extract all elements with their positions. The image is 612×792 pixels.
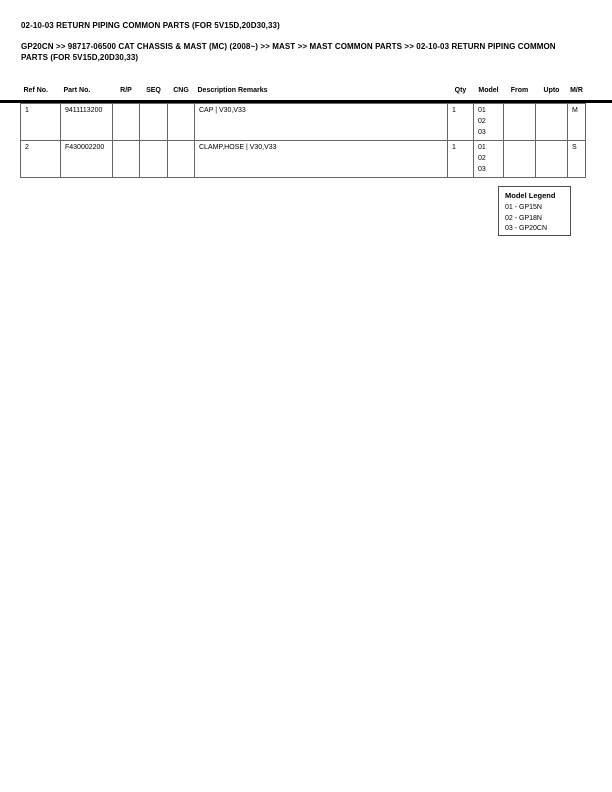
seq-cell bbox=[140, 104, 168, 141]
column-header-mr: M/R bbox=[570, 87, 583, 94]
cng-cell bbox=[168, 104, 195, 141]
cng-cell bbox=[168, 141, 195, 178]
model-code: 01 bbox=[478, 107, 486, 114]
column-header-ref-no: Ref No. bbox=[23, 87, 48, 94]
qty-cell: 1 bbox=[448, 104, 474, 141]
qty-cell: 1 bbox=[448, 141, 474, 178]
description-cell: CAP | V30,V33 bbox=[195, 104, 448, 141]
model-code: 03 bbox=[478, 129, 486, 136]
model-legend-entry: 02 - GP18N bbox=[505, 214, 542, 222]
table-row bbox=[21, 104, 586, 141]
column-header-rp: R/P bbox=[120, 87, 132, 94]
column-header-description-remarks: Description Remarks bbox=[197, 87, 268, 94]
part-no-cell: F430002200 bbox=[61, 141, 113, 178]
model-cell bbox=[474, 141, 504, 178]
rp-cell bbox=[113, 104, 140, 141]
mr-cell: M bbox=[568, 104, 586, 141]
column-header-part-no: Part No. bbox=[63, 87, 91, 94]
rp-cell bbox=[113, 141, 140, 178]
from-cell bbox=[504, 104, 536, 141]
from-cell bbox=[504, 141, 536, 178]
seq-cell bbox=[140, 141, 168, 178]
model-code: 02 bbox=[478, 118, 486, 125]
table-header-row bbox=[21, 86, 586, 104]
ref-no-cell: 2 bbox=[21, 141, 61, 178]
model-legend-entry: 03 - GP20CN bbox=[505, 225, 548, 232]
upto-cell bbox=[536, 104, 568, 141]
part-no-cell: 9411113200 bbox=[61, 104, 113, 141]
table-row bbox=[21, 141, 586, 178]
column-header-qty: Qty bbox=[454, 87, 467, 94]
model-legend bbox=[498, 186, 571, 236]
mr-cell: S bbox=[568, 141, 586, 178]
column-header-model: Model bbox=[478, 87, 499, 94]
column-header-upto: Upto bbox=[543, 87, 560, 94]
parts-table bbox=[20, 86, 586, 178]
model-legend-entry: 01 - GP15N bbox=[505, 204, 542, 211]
column-header-cng: CNG bbox=[173, 87, 189, 94]
model-cell bbox=[474, 104, 504, 141]
breadcrumb: GP20CN >> 98717-06500 CAT CHASSIS & MAST (MC) (2008~) >> MAST >> MAST COMMON PARTS >> 02-10-03 RETURN PIPING COMMON PARTS (FOR 5V15D,20D30,33) bbox=[21, 42, 556, 62]
column-header-seq: SEQ bbox=[146, 87, 161, 94]
ref-no-cell: 1 bbox=[21, 104, 61, 141]
model-code: 02 bbox=[478, 155, 486, 162]
column-header-from: From bbox=[510, 87, 529, 94]
model-code: 03 bbox=[478, 166, 486, 173]
upto-cell bbox=[536, 141, 568, 178]
page-title: 02-10-03 RETURN PIPING COMMON PARTS (FOR 5V15D,20D30,33) bbox=[21, 21, 280, 30]
description-cell: CLAMP,HOSE | V30,V33 bbox=[195, 141, 448, 178]
model-code: 01 bbox=[478, 144, 486, 151]
model-legend-title: Model Legend bbox=[505, 191, 556, 200]
